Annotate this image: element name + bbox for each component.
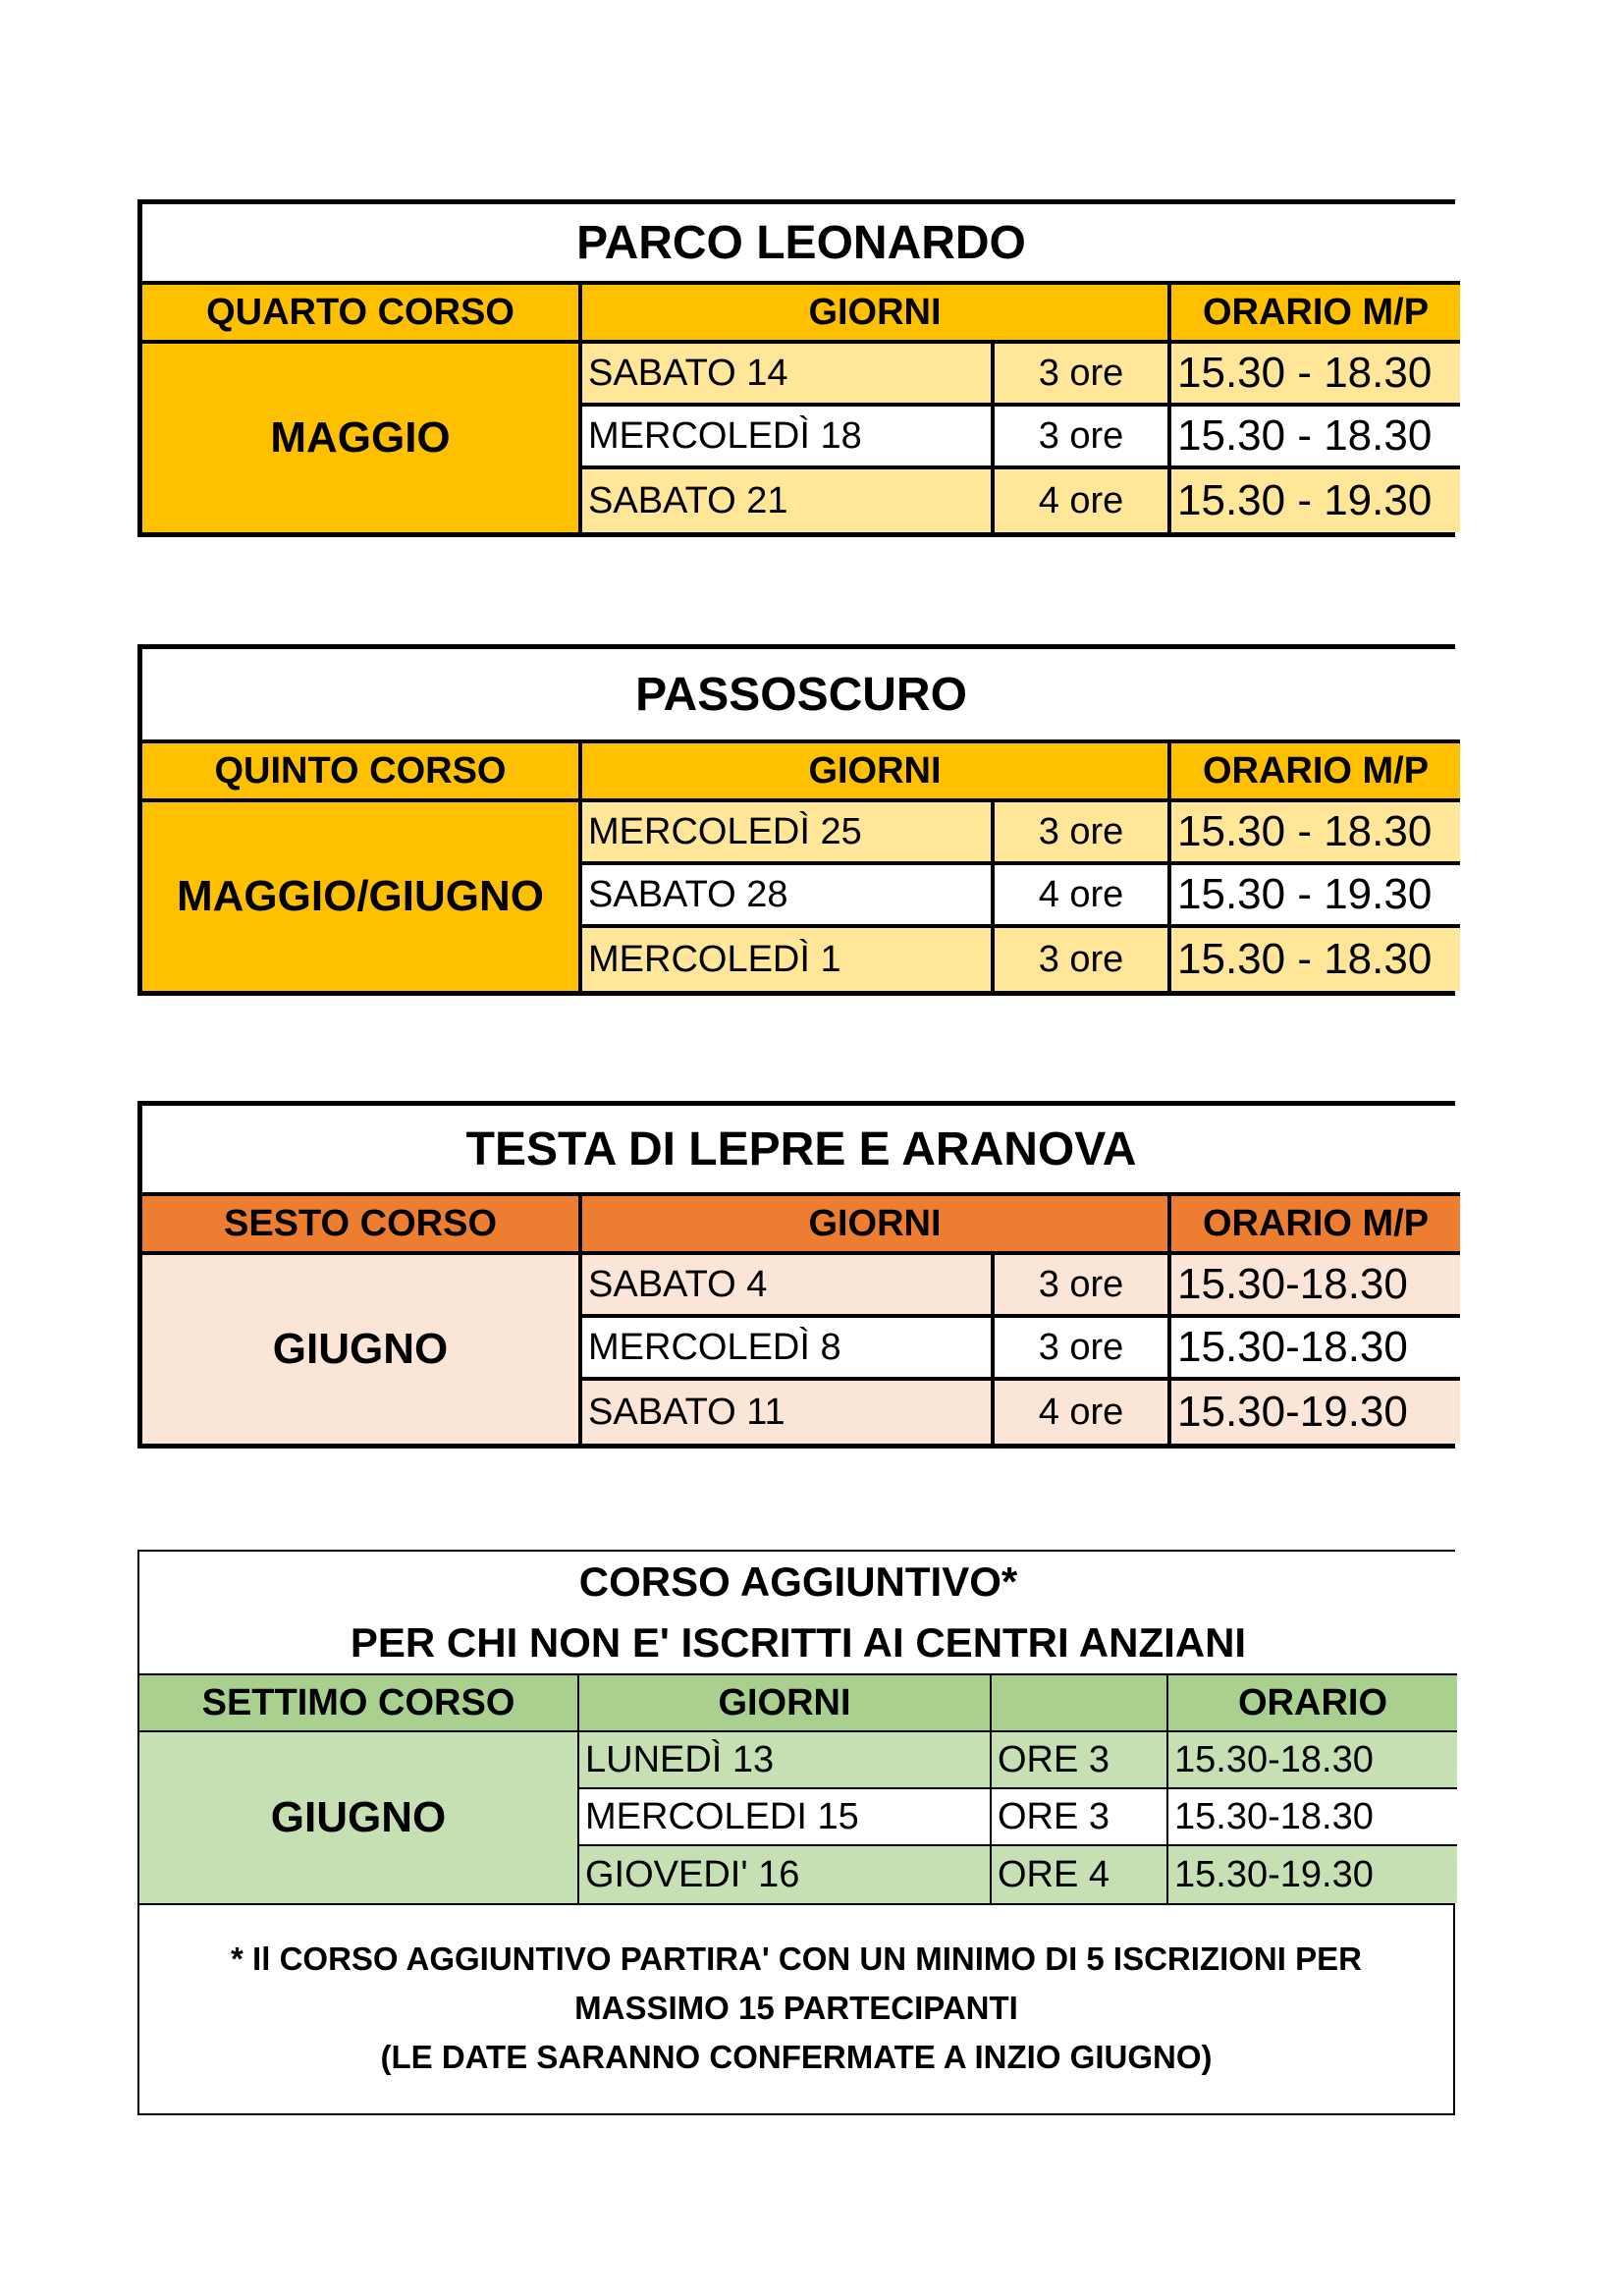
time-cell: 15.30-19.30: [1168, 1846, 1457, 1903]
time-cell: 15.30-19.30: [1171, 1381, 1460, 1444]
time-cell: 15.30 - 18.30: [1171, 928, 1460, 991]
day-cell: MERCOLEDÌ 1: [582, 928, 995, 991]
hours-cell: ORE 3: [992, 1732, 1168, 1789]
day-cell: SABATO 4: [582, 1255, 995, 1318]
days-header: GIORNI: [582, 743, 1171, 802]
time-cell: 15.30 - 19.30: [1171, 865, 1460, 928]
days-header: GIORNI: [579, 1675, 992, 1732]
day-cell: MERCOLEDÌ 18: [582, 407, 995, 469]
footnote: [139, 1903, 1453, 2113]
hours-header: [992, 1675, 1168, 1732]
days-header: GIORNI: [582, 1196, 1171, 1255]
day-cell: SABATO 28: [582, 865, 995, 928]
time-cell: 15.30 - 18.30: [1171, 407, 1460, 469]
hours-cell: 3 ore: [995, 802, 1171, 865]
day-cell: SABATO 14: [582, 344, 995, 407]
course-header: SESTO CORSO: [142, 1196, 582, 1255]
day-cell: SABATO 11: [582, 1381, 995, 1444]
hours-cell: 4 ore: [995, 1381, 1171, 1444]
table-title-line2: PER CHI NON E' ISCRITTI AI CENTRI ANZIANI: [350, 1619, 1247, 1666]
table-title: [139, 1552, 1457, 1675]
schedule-table-testa-di-lepre: [137, 1101, 1455, 1449]
schedule-table-parco-leonardo: [137, 199, 1455, 537]
table-title: PASSOSCURO: [142, 649, 1460, 743]
days-header: GIORNI: [582, 285, 1171, 344]
hours-cell: 3 ore: [995, 928, 1171, 991]
time-header: ORARIO M/P: [1171, 1196, 1460, 1255]
hours-cell: 3 ore: [995, 407, 1171, 469]
table-title: TESTA DI LEPRE E ARANOVA: [142, 1106, 1460, 1196]
hours-cell: 3 ore: [995, 1318, 1171, 1381]
hours-cell: 4 ore: [995, 865, 1171, 928]
hours-cell: 4 ore: [995, 469, 1171, 532]
hours-cell: 3 ore: [995, 1255, 1171, 1318]
day-cell: MERCOLEDÌ 8: [582, 1318, 995, 1381]
month-label: MAGGIO/GIUGNO: [142, 802, 582, 991]
course-header: SETTIMO CORSO: [139, 1675, 579, 1732]
course-header: QUINTO CORSO: [142, 743, 582, 802]
time-cell: 15.30-18.30: [1171, 1255, 1460, 1318]
schedule-table-corso-aggiuntivo: [137, 1550, 1455, 2115]
day-cell: GIOVEDI' 16: [579, 1846, 992, 1903]
footnote-line1: * Il CORSO AGGIUNTIVO PARTIRA' CON UN MINIMO DI 5 ISCRIZIONI PER: [231, 1941, 1362, 1977]
footnote-line3: (LE DATE SARANNO CONFERMATE A INZIO GIUGNO): [380, 2039, 1213, 2075]
day-cell: LUNEDÌ 13: [579, 1732, 992, 1789]
time-cell: 15.30-18.30: [1168, 1789, 1457, 1846]
table-title: PARCO LEONARDO: [142, 204, 1460, 285]
time-header: ORARIO M/P: [1171, 285, 1460, 344]
month-label: GIUGNO: [142, 1255, 582, 1444]
time-header: ORARIO M/P: [1171, 743, 1460, 802]
table-title-line1: CORSO AGGIUNTIVO*: [578, 1558, 1018, 1605]
time-header: ORARIO: [1168, 1675, 1457, 1732]
schedule-table-passoscuro: [137, 644, 1455, 996]
month-label: MAGGIO: [142, 344, 582, 532]
day-cell: MERCOLEDI 15: [579, 1789, 992, 1846]
time-cell: 15.30-18.30: [1171, 1318, 1460, 1381]
time-cell: 15.30 - 18.30: [1171, 802, 1460, 865]
course-header: QUARTO CORSO: [142, 285, 582, 344]
month-label: GIUGNO: [139, 1732, 579, 1903]
time-cell: 15.30 - 19.30: [1171, 469, 1460, 532]
day-cell: SABATO 21: [582, 469, 995, 532]
time-cell: 15.30-18.30: [1168, 1732, 1457, 1789]
hours-cell: ORE 4: [992, 1846, 1168, 1903]
day-cell: MERCOLEDÌ 25: [582, 802, 995, 865]
hours-cell: ORE 3: [992, 1789, 1168, 1846]
footnote-line2: MASSIMO 15 PARTECIPANTI: [574, 1990, 1018, 2026]
time-cell: 15.30 - 18.30: [1171, 344, 1460, 407]
hours-cell: 3 ore: [995, 344, 1171, 407]
